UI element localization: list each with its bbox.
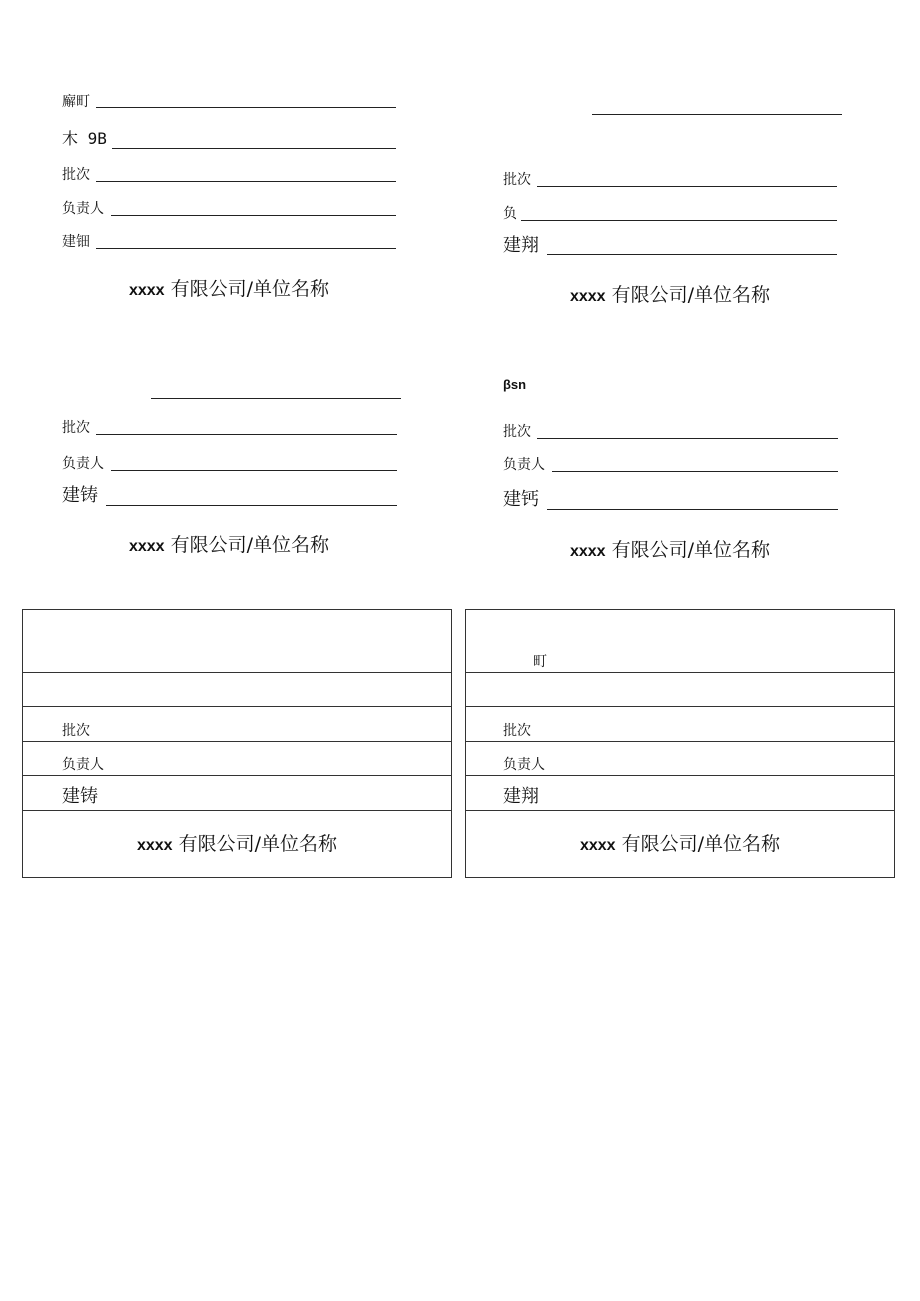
table-right-divider-4	[465, 775, 895, 776]
card1-row1-label: 廨町	[62, 94, 90, 110]
table-right-batch-label: 批次	[503, 723, 531, 739]
table-right-divider-2	[465, 706, 895, 707]
table-right-divider-5	[465, 810, 895, 811]
card2-owner-line	[521, 220, 837, 221]
card2-row3-line	[547, 254, 837, 255]
card2-batch-line	[537, 186, 837, 187]
card1-owner-label: 负责人	[62, 201, 104, 217]
card2-company	[503, 284, 837, 308]
table-right-company-en: xxxx	[579, 837, 616, 854]
table-right-divider-1	[465, 672, 895, 673]
card1-row5-line	[96, 248, 396, 249]
card4-batch-line	[537, 438, 838, 439]
table-left-divider-5	[22, 810, 452, 811]
card3-row3-line	[106, 505, 397, 506]
table-right-divider-3	[465, 741, 895, 742]
table-right-company-zh: 有限公司/单位名称	[621, 833, 781, 855]
card2-company-zh: 有限公司/单位名称	[611, 284, 771, 306]
card1-company-zh: 有限公司/单位名称	[170, 278, 330, 300]
card4-owner-line	[552, 471, 838, 472]
card3-batch-line	[96, 434, 397, 435]
table-right-owner-label: 负责人	[503, 757, 545, 773]
card2-top-line	[592, 114, 842, 115]
card1-row5-label: 建钿	[62, 234, 90, 250]
card4-company-en: xxxx	[569, 543, 606, 560]
card2-row3-label: 建翔	[503, 235, 539, 256]
card3-owner-label: 负责人	[62, 456, 104, 472]
card3-batch-label: 批次	[62, 420, 90, 436]
table-left-company-zh: 有限公司/单位名称	[178, 833, 338, 855]
card3-company	[62, 534, 396, 558]
card4-top-label: βsn	[503, 377, 527, 392]
table-left-owner-label: 负责人	[62, 757, 104, 773]
card3-company-zh: 有限公司/单位名称	[170, 534, 330, 556]
table-left-divider-3	[22, 741, 452, 742]
table-left-row5-label: 建铸	[62, 786, 98, 807]
table-right-company	[465, 833, 895, 857]
card3-row3-label: 建铸	[62, 485, 98, 506]
card4-company	[503, 539, 837, 563]
card3-top-line	[151, 398, 401, 399]
card4-row3-label: 建钙	[503, 489, 539, 510]
table-left-company	[22, 833, 452, 857]
table-left-divider-4	[22, 775, 452, 776]
card1-batch-line	[96, 181, 396, 182]
table-left-divider-2	[22, 706, 452, 707]
card4-batch-label: 批次	[503, 424, 531, 440]
table-right-row5-label: 建翔	[503, 786, 539, 807]
card1-row2-label: 木 9B	[62, 129, 107, 148]
table-left-divider-1	[22, 672, 452, 673]
card4-row3-line	[547, 509, 838, 510]
table-left-company-en: xxxx	[136, 837, 173, 854]
card1-row1-line	[96, 107, 396, 108]
card2-batch-label: 批次	[503, 172, 531, 188]
card2-company-en: xxxx	[569, 288, 606, 305]
card1-company	[62, 278, 396, 302]
card2-owner-label: 负	[503, 206, 517, 222]
card4-company-zh: 有限公司/单位名称	[611, 539, 771, 561]
card4-owner-label: 负责人	[503, 457, 545, 473]
card3-company-en: xxxx	[128, 538, 165, 555]
table-right-row1-label: 町	[533, 654, 547, 670]
card1-owner-line	[111, 215, 396, 216]
card1-batch-label: 批次	[62, 167, 90, 183]
table-left-batch-label: 批次	[62, 723, 90, 739]
card1-row2-line	[112, 148, 396, 149]
card3-owner-line	[111, 470, 397, 471]
card1-company-en: xxxx	[128, 282, 165, 299]
